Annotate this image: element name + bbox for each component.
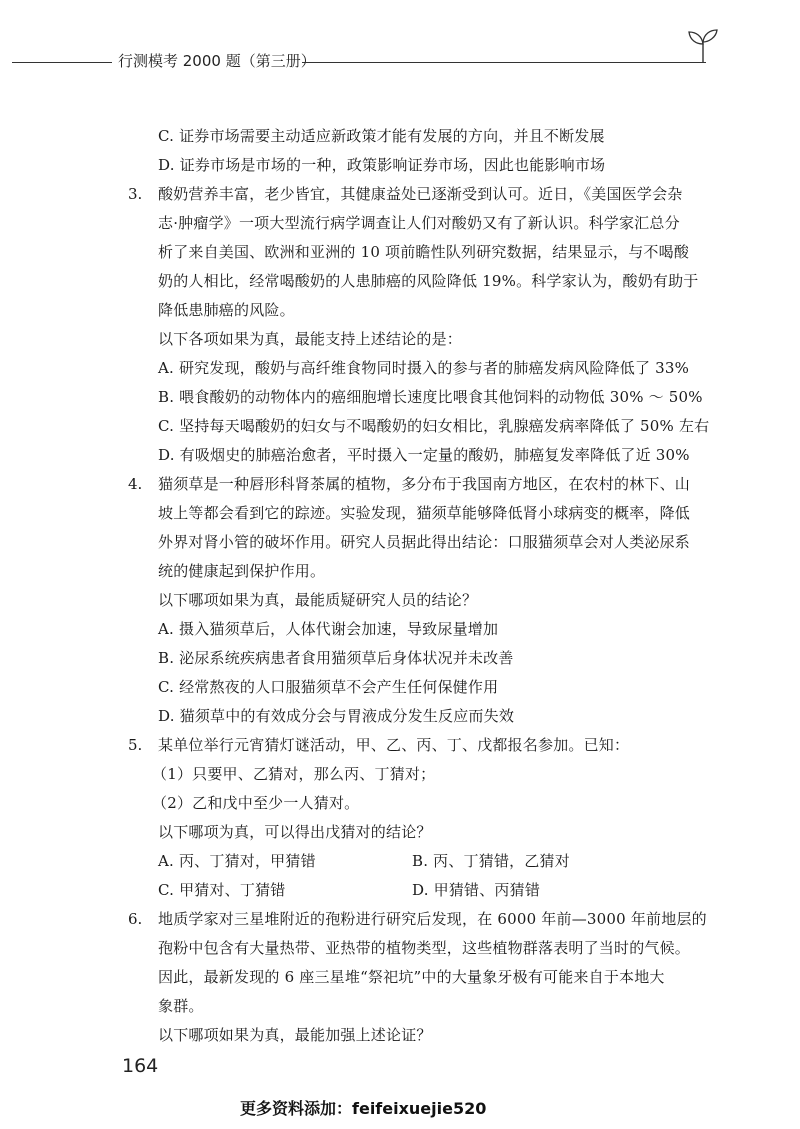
q6-stem-line: 地质学家对三星堆附近的孢粉进行研究后发现，在 6000 年前—3000 年前地层的 bbox=[158, 910, 707, 928]
q3-stem-line: 降低患肺癌的风险。 bbox=[158, 301, 295, 319]
q3-stem-line: 奶的人相比，经常喝酸奶的人患肺癌的风险降低 19%。科学家认为，酸奶有助于 bbox=[158, 272, 699, 290]
q6-number: 6. bbox=[128, 910, 143, 928]
q3-option-a: A. 研究发现，酸奶与高纤维食物同时摄入的参与者的肺癌发病风险降低了 33% bbox=[158, 359, 690, 377]
q3-option-c: C. 坚持每天喝酸奶的妇女与不喝酸奶的妇女相比，乳腺癌发病率降低了 50% 左右 bbox=[158, 417, 710, 435]
q5-condition: （1）只要甲、乙猜对，那么丙、丁猜对； bbox=[152, 765, 436, 783]
q4-option-d: D. 猫须草中的有效成分会与胃液成分发生反应而失效 bbox=[158, 707, 515, 725]
q3-option-b: B. 喂食酸奶的动物体内的癌细胞增长速度比喂食其他饲料的动物低 30% ～ 50% bbox=[158, 388, 703, 406]
q4-option-a: A. 摄入猫须草后，人体代谢会加速，导致尿量增加 bbox=[158, 620, 499, 638]
page-number: 164 bbox=[122, 1055, 159, 1077]
q3-stem-line: 志·肿瘤学》一项大型流行病学调查让人们对酸奶又有了新认识。科学家汇总分 bbox=[158, 214, 680, 232]
q5-option-c: C. 甲猜对、丁猜错 bbox=[158, 881, 286, 899]
q4-question: 以下哪项如果为真，最能质疑研究人员的结论？ bbox=[158, 591, 478, 609]
q3-stem-line: 酸奶营养丰富，老少皆宜，其健康益处已逐渐受到认可。近日，《美国医学会杂 bbox=[158, 185, 683, 203]
q4-stem-line: 外界对肾小管的破坏作用。研究人员据此得出结论：口服猫须草会对人类泌尿系 bbox=[158, 533, 691, 551]
q5-number: 5. bbox=[128, 736, 143, 754]
q4-option-b: B. 泌尿系统疾病患者食用猫须草后身体状况并未改善 bbox=[158, 649, 514, 667]
q4-option-c: C. 经常熬夜的人口服猫须草不会产生任何保健作用 bbox=[158, 678, 499, 696]
q6-stem-line: 因此，最新发现的 6 座三星堆“祭祀坑”中的大量象牙极有可能来自于本地大 bbox=[158, 968, 665, 986]
q6-question: 以下哪项如果为真，最能加强上述论证？ bbox=[158, 1026, 432, 1044]
q5-condition: （2）乙和戊中至少一人猜对。 bbox=[152, 794, 360, 812]
q3-option-d: D. 有吸烟史的肺癌治愈者，平时摄入一定量的酸奶，肺癌复发率降低了近 30% bbox=[158, 446, 690, 464]
header-rule-left bbox=[12, 62, 112, 63]
q3-number: 3. bbox=[128, 185, 143, 203]
q5-option-d: D. 甲猜错、丙猜错 bbox=[412, 881, 541, 899]
q2-option-c: C. 证券市场需要主动适应新政策才能有发展的方向，并且不断发展 bbox=[158, 127, 605, 145]
q3-stem-line: 析了来自美国、欧洲和亚洲的 10 项前瞻性队列研究数据，结果显示，与不喝酸 bbox=[158, 243, 690, 261]
q5-stem: 某单位举行元宵猜灯谜活动，甲、乙、丙、丁、戊都报名参加。已知： bbox=[158, 736, 630, 754]
q4-stem-line: 坡上等都会看到它的踪迹。实验发现，猫须草能够降低肾小球病变的概率，降低 bbox=[158, 504, 691, 522]
header-rule-right bbox=[302, 62, 706, 63]
q5-option-b: B. 丙、丁猜错，乙猜对 bbox=[412, 852, 570, 870]
q6-stem-line: 孢粉中包含有大量热带、亚热带的植物类型，这些植物群落表明了当时的气候。 bbox=[158, 939, 691, 957]
page-header-title: 行测模考 2000 题（第三册） bbox=[118, 52, 316, 70]
q2-option-d: D. 证券市场是市场的一种，政策影响证券市场，因此也能影响市场 bbox=[158, 156, 606, 174]
sprout-icon bbox=[686, 28, 720, 64]
q4-stem-line: 猫须草是一种唇形科肾茶属的植物，多分布于我国南方地区，在农村的林下、山 bbox=[158, 475, 691, 493]
q6-stem-line: 象群。 bbox=[158, 997, 204, 1015]
q4-stem-line: 统的健康起到保护作用。 bbox=[158, 562, 326, 580]
q3-question: 以下各项如果为真，最能支持上述结论的是： bbox=[158, 330, 463, 348]
footer-note: 更多资料添加：feifeixuejie520 bbox=[240, 1099, 487, 1118]
q5-option-a: A. 丙、丁猜对，甲猜错 bbox=[158, 852, 316, 870]
q4-number: 4. bbox=[128, 475, 143, 493]
q5-question: 以下哪项为真，可以得出戊猜对的结论？ bbox=[158, 823, 432, 841]
